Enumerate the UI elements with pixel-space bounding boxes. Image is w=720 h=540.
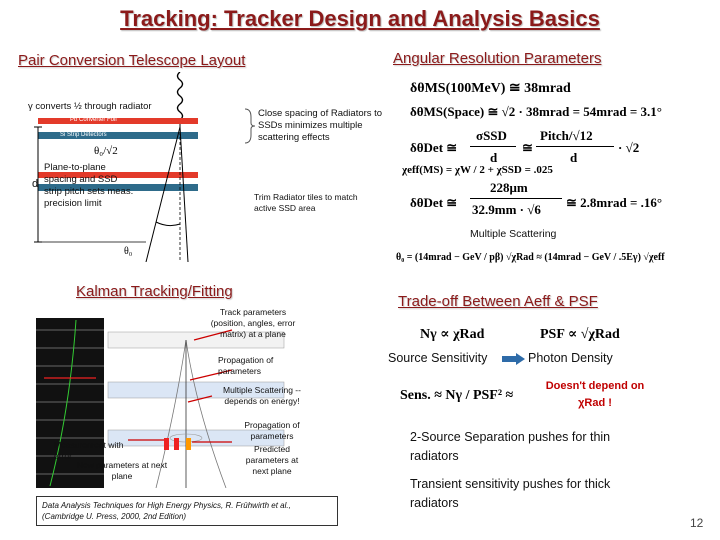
eq-ms-100mev: δθMS(100MeV) ≅ 38mrad [410, 81, 571, 96]
theta-zero-label: θ₀ [124, 246, 133, 257]
d-label: d [32, 178, 39, 190]
converter-label: Pb Converter Foil [70, 117, 117, 123]
eq-det-den1: d [490, 150, 498, 165]
eq-theta-zero: θ₀ = (14mrad − GeV / pβ) √χRad ≈ (14mrad − GeV / .5Eγ) √χeff [396, 252, 665, 263]
n-proportional: Nγ ∝ χRad [420, 327, 485, 342]
ms-heading: Multiple Scattering [470, 228, 557, 240]
eq-det2-den: 32.9mm · √6 [472, 202, 541, 217]
photon-wave [178, 72, 183, 120]
spacing-note: Close spacing of Radiators to SSDs minimizes multiple scattering effects [258, 108, 383, 143]
eq-det2-num: 228μm [490, 180, 528, 195]
converter-foil-1 [38, 118, 198, 124]
brace-icon [243, 108, 257, 144]
sensitivity-eq: Sens. ≈ Nγ / PSF² ≈ [400, 388, 514, 403]
eq-det-num1: σSSD [476, 128, 507, 143]
propagation-note-2: Propagation of parameters [244, 420, 300, 441]
psf-proportional: PSF ∝ √χRad [540, 327, 620, 342]
angular-heading: Angular Resolution Parameters [393, 50, 602, 67]
trim-note: Trim Radiator tiles to match active SSD area [254, 192, 358, 213]
plane-spacing-note: Plane-to-plane spacing and SSD strip pitch sets meas. precision limit [44, 162, 134, 209]
kalman-heading: Kalman Tracking/Fitting [76, 283, 233, 300]
photon-density: Photon Density [528, 351, 613, 365]
eq-det2-lhs: δθDet ≅ [410, 195, 458, 210]
measurement-marker [164, 438, 169, 450]
two-source-note: 2-Source Separation pushes for thin radiators [410, 430, 611, 463]
detector-label: Si Strip Detectors [60, 132, 107, 138]
electron-track [146, 127, 180, 262]
eq-ms-space: δθMS(Space) ≅ √2 · 38mrad = 54mrad = 3.1° [410, 104, 662, 119]
track-params-note: Track parameters (position, angles, error matrix) at a plane [210, 307, 296, 339]
tradeoff-heading: Trade-off Between Aeff & PSF [398, 293, 598, 310]
new-params-note: New parameters at next plane [76, 460, 168, 481]
propagation-note-1: Propagation of parameters [218, 355, 274, 376]
gamma-note: γ converts ½ through radiator [28, 101, 152, 112]
citation-box: Data Analysis Techniques for High Energy Physics, R. Frühwirth et al., (Cambridge U. Press, 2000, 2nd Edition) [36, 496, 338, 526]
arrow-right-icon [502, 353, 526, 365]
telescope-heading: Pair Conversion Telescope Layout [18, 52, 246, 69]
eq-det-lhs: δθDet ≅ [410, 140, 458, 155]
predicted-note: Predicted parameters at next plane [245, 444, 299, 476]
doesnt-depend-note: Doesn't depend on χRad ! [545, 380, 645, 409]
theta-ratio: θ₀/√2 [94, 145, 118, 157]
ms-note: Multiple Scattering -- depends on energy! [223, 385, 301, 406]
eq-det-tail: · √2 [618, 140, 640, 155]
positron-track [180, 127, 188, 262]
eq-det-num2: Pitch/√12 [540, 128, 593, 143]
eq-det-den2: d [570, 150, 578, 165]
eq-det2-tail: ≅ 2.8mrad = .16° [566, 195, 663, 210]
slide-title: Tracking: Tracker Design and Analysis Basics [120, 6, 600, 31]
transient-note: Transient sensitivity pushes for thick radiators [410, 477, 611, 510]
eq-chi-eff: χeff(MS) = χW / 2 + χSSD = .025 [402, 164, 553, 176]
measurement-note: Measurement with error [54, 440, 124, 461]
page-number: 12 [690, 516, 704, 530]
source-sensitivity: Source Sensitivity [388, 351, 488, 365]
